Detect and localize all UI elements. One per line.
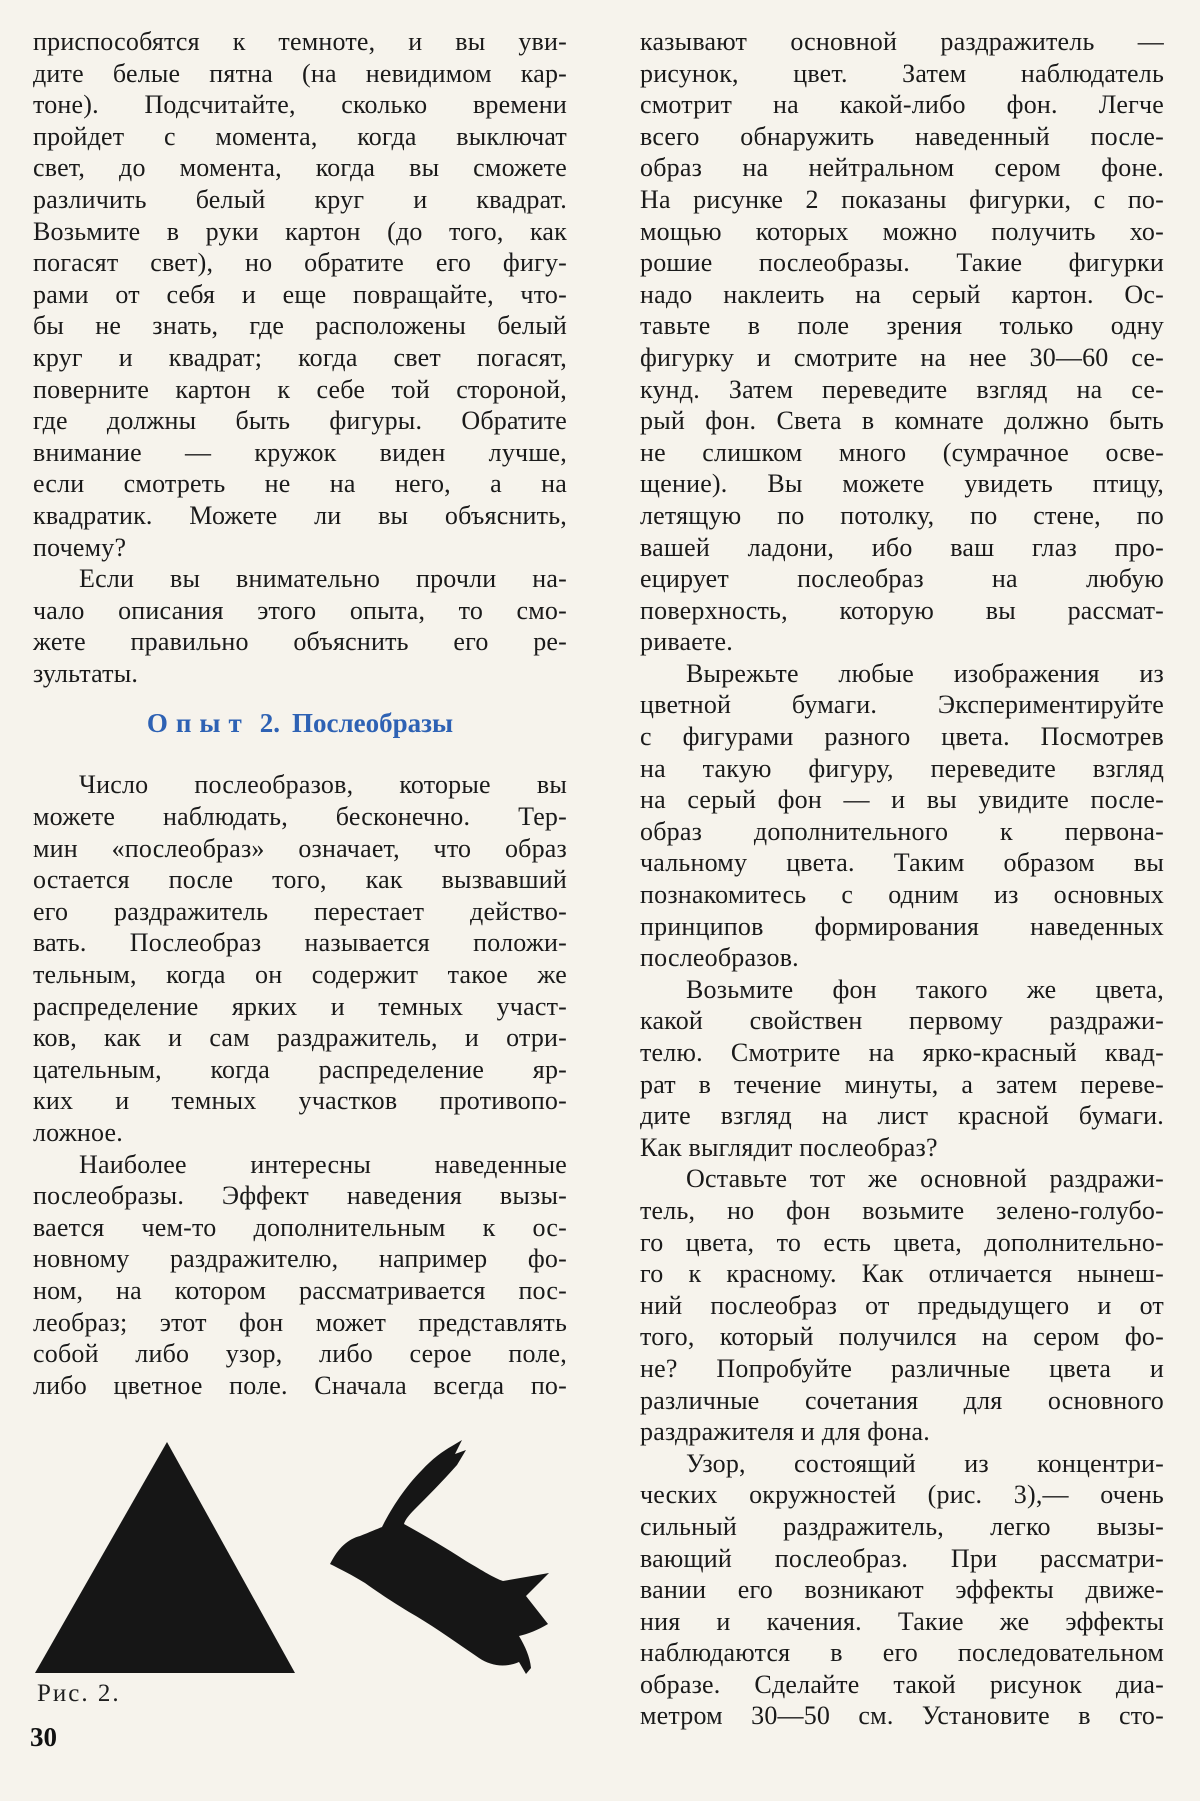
text-line: Как выглядит послеобраз? <box>640 1132 938 1162</box>
paragraph <box>33 1149 567 1402</box>
text-line: если смотреть не на него, а на <box>33 469 567 499</box>
text-line: можете наблюдать, бесконечно. Тер- <box>33 802 567 832</box>
paragraph <box>33 26 567 563</box>
text-line: пройдет с момента, когда выключат <box>33 121 567 151</box>
text-line: тель, но фон возьмите зелено-голубо- <box>640 1195 1164 1225</box>
text-line: надо наклеить на серый картон. Ос- <box>640 279 1164 309</box>
text-line: го цвета, то есть цвета, дополнительно- <box>640 1227 1164 1257</box>
figure-2 <box>33 1428 573 1758</box>
text-line: рат в течение минуты, а затем переве- <box>640 1069 1164 1099</box>
text-line: рами от себя и еще повращайте, что- <box>33 279 567 309</box>
text-line: тельным, когда он содержит такое же <box>33 960 567 990</box>
text-line: мощью которых можно получить хо- <box>640 216 1164 246</box>
text-line: кунд. Затем переведите взгляд на се- <box>640 374 1164 404</box>
text-line: наблюдаются в его последовательном <box>640 1638 1164 1668</box>
text-line: того, который получился на сером фо- <box>640 1322 1164 1352</box>
text-line: вашей ладони, ибо ваш глаз про- <box>640 532 1164 562</box>
figure-2-image <box>33 1428 573 1678</box>
text-line: вании его возникают эффекты движе- <box>640 1575 1164 1605</box>
text-line: тавьте в поле зрения только одну <box>640 311 1164 341</box>
text-line: казывают основной раздражитель — <box>640 27 1164 56</box>
text-line: метром 30—50 см. Установите в сто- <box>640 1701 1164 1731</box>
text-line: раздражителя и для фона. <box>640 1417 931 1447</box>
text-line: либо цветное поле. Сначала всегда по- <box>33 1370 567 1400</box>
text-line: послеобразов. <box>640 943 799 973</box>
right-column <box>640 26 1164 1732</box>
paragraph <box>640 26 1164 658</box>
text-line: бы не знать, где расположены белый <box>33 311 567 341</box>
text-line: послеобразы. Эффект наведения вызы- <box>33 1181 567 1211</box>
text-line: вается чем-то дополнительным к ос- <box>33 1212 567 1242</box>
left-column <box>33 26 567 1401</box>
text-line: образе. Сделайте такой рисунок диа- <box>640 1669 1164 1699</box>
text-line: на такую фигуру, переведите взгляд <box>640 753 1164 783</box>
page-number: 30 <box>30 1722 57 1752</box>
text-line: летящую по потолку, по стене, по <box>640 500 1164 530</box>
text-line: цветной бумаги. Экспериментируйте <box>640 690 1164 720</box>
text-line: ния и качения. Такие же эффекты <box>640 1606 1164 1636</box>
paragraph <box>640 1163 1164 1447</box>
paragraph <box>33 769 567 1148</box>
text-line: его раздражитель перестает действо- <box>33 896 567 926</box>
text-line: с фигурами разного цвета. Посмотрев <box>640 722 1164 752</box>
text-line: смотрит на какой-либо фон. Легче <box>640 90 1164 120</box>
heading-title: Послеобразы <box>292 708 454 739</box>
text-line: погасят свет), но обратите его фигу- <box>33 248 567 278</box>
text-line: фигурку и смотрите на нее 30—60 се- <box>640 342 1164 372</box>
text-line: вающий послеобраз. При рассматри- <box>640 1543 1164 1573</box>
text-line: новному раздражителю, например фо- <box>33 1244 567 1274</box>
text-line: тоне). Подсчитайте, сколько времени <box>33 90 567 120</box>
experiment-heading <box>33 705 567 741</box>
text-line: образ дополнительного к первона- <box>640 816 1164 846</box>
text-line: поверхность, которую вы рассмат- <box>640 595 1164 625</box>
text-line: чальному цвета. Таким образом вы <box>640 848 1164 878</box>
text-line: внимание — кружок виден лучше, <box>33 437 567 467</box>
heading-number: 2. <box>259 708 281 739</box>
text-line: телю. Смотрите на ярко-красный квад- <box>640 1038 1164 1067</box>
text-line: какой свойствен первому раздражи- <box>640 1006 1164 1036</box>
text-line: ний послеобраз от предыдущего и от <box>640 1290 1164 1320</box>
text-line: дите взгляд на лист красной бумаги. <box>640 1101 1164 1131</box>
text-line: леобраз; этот фон может представлять <box>33 1307 567 1337</box>
text-line: круг и квадрат; когда свет погасят, <box>33 342 567 372</box>
text-line: всего обнаружить наведенный после- <box>640 121 1164 151</box>
text-line: Если вы внимательно прочли на- <box>79 564 567 594</box>
text-line: рый фон. Света в комнате должно быть <box>640 406 1164 436</box>
text-line: цательным, когда распределение яр- <box>33 1054 567 1084</box>
text-line: различные сочетания для основного <box>640 1385 1164 1415</box>
text-line: где должны быть фигуры. Обратите <box>33 406 567 436</box>
text-line: Оставьте тот же основной раздражи- <box>686 1164 1164 1194</box>
text-line: Узор, состоящий из концентри- <box>686 1448 1164 1478</box>
text-line: различить белый круг и квадрат. <box>33 184 567 214</box>
text-line: свет, до момента, когда вы сможете <box>33 153 567 183</box>
text-line: ких и темных участков противопо- <box>33 1086 567 1116</box>
text-line: зультаты. <box>33 658 139 688</box>
text-line: ческих окружностей (рис. 3),— очень <box>640 1480 1164 1510</box>
text-line: собой либо узор, либо серое поле, <box>33 1339 567 1369</box>
text-line: чало описания этого опыта, то смо- <box>33 595 567 625</box>
paragraph <box>640 658 1164 974</box>
text-line: ложное. <box>33 1118 123 1147</box>
triangle-figure <box>35 1442 295 1673</box>
text-line: приспособятся к темноте, и вы уви- <box>33 27 567 56</box>
text-line: вать. Послеобраз называется положи- <box>33 928 567 958</box>
text-line: познакомитесь с одним из основных <box>640 880 1164 910</box>
text-line: на серый фон — и вы увидите после- <box>640 785 1164 815</box>
text-line: Вырежьте любые изображения из <box>686 658 1164 688</box>
text-line: остается после того, как вызвавший <box>33 865 567 895</box>
figure-caption: Рис. 2. <box>37 1680 121 1707</box>
text-line: риваете. <box>640 627 733 657</box>
text-line: го к красному. Как отличается нынеш- <box>640 1259 1164 1289</box>
paragraph <box>33 563 567 689</box>
text-line: рисунок, цвет. Затем наблюдатель <box>640 58 1164 88</box>
text-line: жете правильно объяснить его ре- <box>33 627 567 657</box>
text-line: ков, как и сам раздражитель, и отри- <box>33 1023 567 1053</box>
text-line: принципов формирования наведенных <box>640 911 1164 941</box>
paragraph <box>640 1448 1164 1732</box>
text-line: дите белые пятна (на невидимом кар- <box>33 58 567 88</box>
text-line: мин «послеобраз» означает, что образ <box>33 833 567 863</box>
bird-silhouette-figure <box>330 1440 549 1674</box>
text-line: сильный раздражитель, легко вызы- <box>640 1511 1164 1541</box>
text-line: ном, на котором рассматривается пос- <box>33 1275 567 1305</box>
text-line: ецирует послеобраз на любую <box>640 564 1164 594</box>
text-line: распределение ярких и темных участ- <box>33 991 567 1021</box>
text-line: не? Попробуйте различные цвета и <box>640 1353 1164 1383</box>
text-line: образ на нейтральном сером фоне. <box>640 153 1164 183</box>
text-line: Возьмите фон такого же цвета, <box>686 974 1164 1004</box>
text-line: Возьмите в руки картон (до того, как <box>33 216 567 246</box>
heading-word: Опыт <box>146 708 250 739</box>
text-line: не слишком много (сумрачное осве- <box>640 437 1164 467</box>
text-line: рошие послеобразы. Такие фигурки <box>640 248 1164 278</box>
text-line: щение). Вы можете увидеть птицу, <box>640 469 1164 499</box>
text-line: поверните картон к себе той стороной, <box>33 374 567 404</box>
paragraph <box>640 974 1164 1164</box>
text-line: Число послеобразов, которые вы <box>79 770 567 800</box>
text-line: На рисунке 2 показаны фигурки, с по- <box>640 184 1164 214</box>
text-line: квадратик. Можете ли вы объяснить, <box>33 500 567 530</box>
text-line: почему? <box>33 532 127 562</box>
text-line: Наиболее интересны наведенные <box>79 1149 567 1179</box>
